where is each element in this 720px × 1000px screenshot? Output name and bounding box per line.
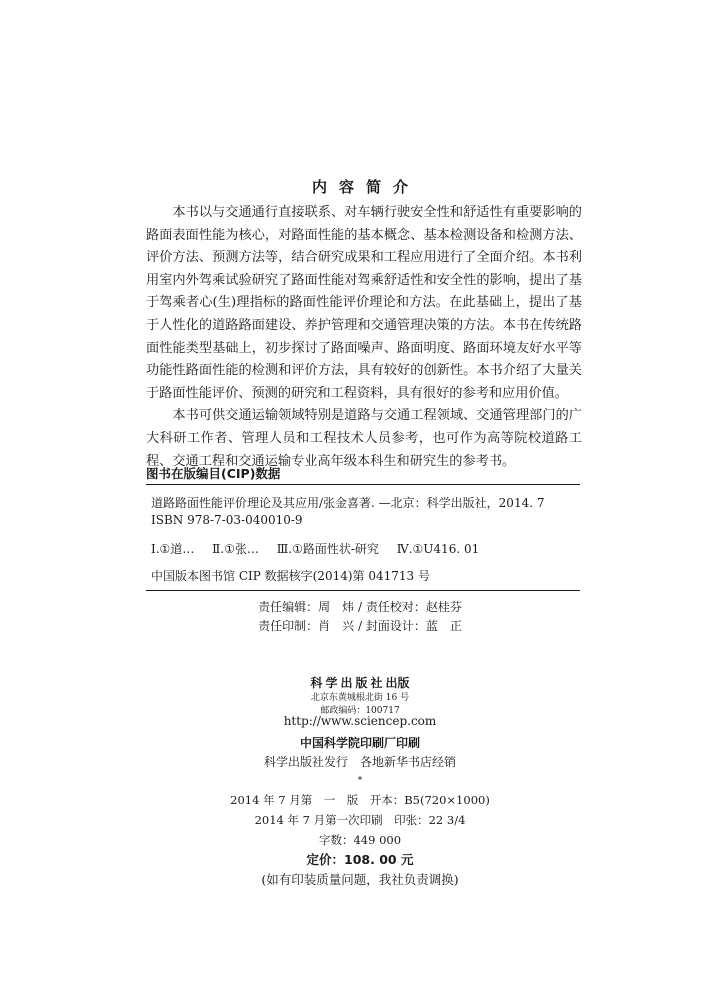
cip-isbn: ISBN 978-7-03-040010-9: [151, 513, 303, 527]
publisher-name-suffix: 出版: [385, 676, 410, 690]
quality-note: (如有印装质量问题，我社负责调换): [261, 872, 459, 887]
cip-bottom-rule: [146, 590, 580, 591]
distribution: 科学出版社发行 各地新华书店经销: [263, 755, 456, 769]
credits-editors: 责任编辑：周 炜 / 责任校对：赵桂芬: [258, 600, 462, 614]
publisher-name: 科学出版社: [310, 676, 386, 690]
printer: 中国科学院印刷厂印刷: [299, 736, 420, 750]
publisher-url: http://www.sciencep.com: [283, 714, 437, 728]
cip-subject-3: Ⅲ.①路面性状-研究: [276, 542, 379, 556]
cip-library-number: 中国版本图书馆 CIP 数据核字(2014)第 041713 号: [151, 569, 430, 583]
summary-paragraph-2: 本书可供交通运输领域特别是道路与交通工程领域、交通管理部门的广大科研工作者、管理人员和工程技术人员参考，也可作为高等院校道路工程、交通工程和交通运输专业高年级本科生和研究生的参考书。: [146, 408, 582, 469]
price: 定价：108. 00 元: [306, 852, 414, 867]
publisher-postcode: 邮政编码：100717: [320, 706, 400, 716]
cip-subjects: [151, 540, 493, 557]
cip-subject-4: Ⅳ.①U416. 01: [396, 542, 480, 556]
cip-subject-1: Ⅰ.①道…: [151, 542, 195, 556]
summary-text: [146, 202, 582, 473]
cip-heading: 图书在版编目(CIP)数据: [146, 466, 281, 481]
cip-record: 道路路面性能评价理论及其应用/张金喜著. —北京：科学出版社，2014. 7: [151, 496, 545, 510]
separator-star: *: [357, 776, 363, 786]
word-count: 字数：449 000: [318, 833, 402, 847]
publisher-address: 北京东黄城根北街 16 号: [310, 693, 410, 703]
summary-title: 内容简介: [311, 178, 420, 196]
edition-info: 2014 年 7 月第 一 版 开本：B5(720×1000): [230, 793, 490, 807]
printing-info: 2014 年 7 月第一次印刷 印张：22 3/4: [254, 813, 466, 827]
cip-subject-2: Ⅱ.①张…: [212, 542, 259, 556]
credits-production: 责任印制：肖 兴 / 封面设计：蓝 正: [258, 619, 462, 633]
cip-top-rule: [146, 484, 580, 485]
publisher-name-line: [0, 672, 720, 691]
summary-paragraph-1: 本书以与交通通行直接联系、对车辆行驶安全性和舒适性有重要影响的路面表面性能为核心，对路面性能的基本概念、基本检测设备和检测方法、评价方法、预测方法等，结合研究成果和工程应用进行了全面介绍。本书利用室内外驾乘试验研究了路面性能对驾乘舒适性和安全性的影响，提出了基于驾乘者心(生)理指标的路面性能评价理论和方法。在此基础上，提出了基于人性化的道路路面建设、养护管理和交通管理决策的方法。本书在传统路面性能类型基础上，初步探讨了路面噪声、路面明度、路面环境友好水平等功能性路面性能的检测和评价方法，具有较好的创新性。本书介绍了大量关于路面性能评价、预测的研究和工程资料，具有很好的参考和应用价值。: [146, 205, 582, 401]
